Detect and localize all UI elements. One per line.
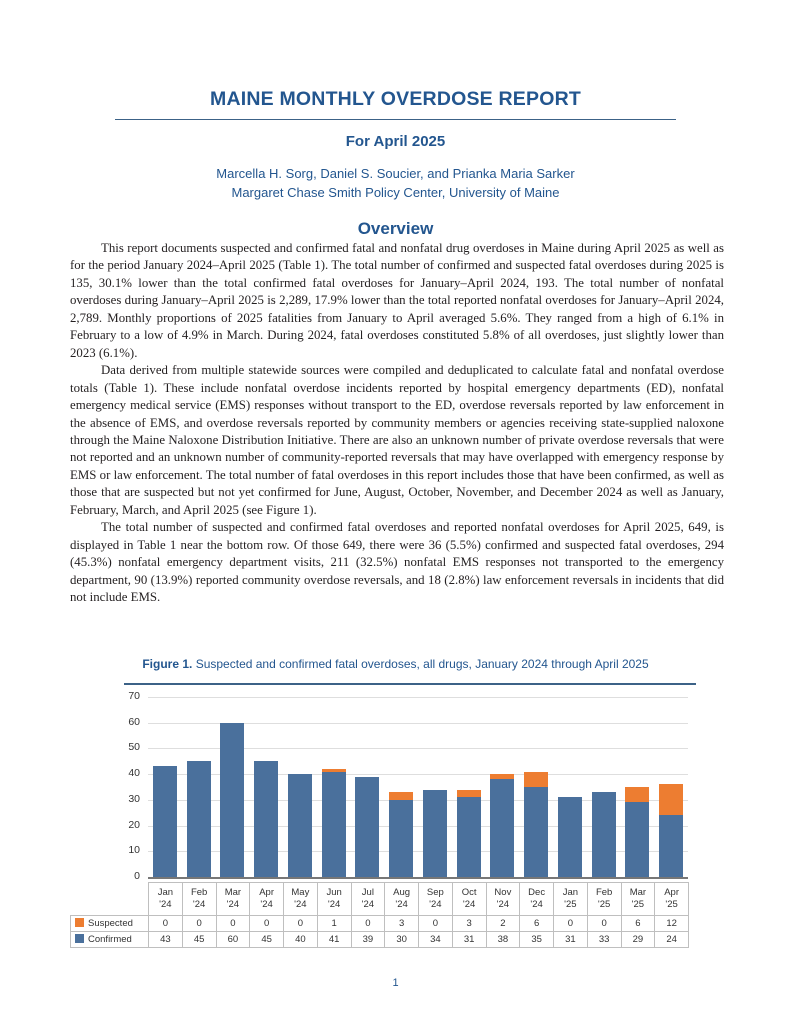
bar-segment-confirmed xyxy=(659,815,683,877)
table-month-header: Jun '24 xyxy=(317,883,351,916)
table-cell: 0 xyxy=(149,916,183,932)
bar-jun--24 xyxy=(322,769,346,877)
y-axis-tick-label: 20 xyxy=(128,818,140,831)
table-cell: 31 xyxy=(554,932,588,948)
table-month-header: Nov '24 xyxy=(486,883,520,916)
table-cell: 0 xyxy=(250,916,284,932)
table-cell: 45 xyxy=(250,932,284,948)
table-month-header: Jul '24 xyxy=(351,883,385,916)
report-title: MAINE MONTHLY OVERDOSE REPORT xyxy=(210,88,581,110)
table-cell: 35 xyxy=(520,932,554,948)
x-axis-baseline xyxy=(148,877,688,879)
figure-caption-text: Suspected and confirmed fatal overdoses, all drugs, January 2024 through April 2025 xyxy=(195,657,649,671)
bar-jan--24 xyxy=(153,766,177,877)
table-cell: 0 xyxy=(554,916,588,932)
stacked-bar-chart xyxy=(100,690,700,885)
table-month-header: Apr '24 xyxy=(250,883,284,916)
bar-jul--24 xyxy=(355,777,379,877)
figure-caption xyxy=(0,657,791,671)
table-month-header: Aug '24 xyxy=(385,883,419,916)
bar-segment-confirmed xyxy=(254,761,278,877)
table-cell: 0 xyxy=(351,916,385,932)
table-month-header: Sep '24 xyxy=(419,883,453,916)
legend-swatch-icon xyxy=(75,934,84,943)
table-cell: 0 xyxy=(182,916,216,932)
table-cell: 40 xyxy=(284,932,318,948)
bar-segment-suspected xyxy=(457,790,481,798)
bar-segment-confirmed xyxy=(355,777,379,877)
table-cell: 12 xyxy=(655,916,689,932)
table-month-header: Oct '24 xyxy=(452,883,486,916)
table-cell: 24 xyxy=(655,932,689,948)
table-cell: 29 xyxy=(621,932,655,948)
figure-label: Figure 1. xyxy=(142,657,193,671)
bar-segment-confirmed xyxy=(288,774,312,877)
table-month-header: Jan '25 xyxy=(554,883,588,916)
table-cell: 60 xyxy=(216,932,250,948)
report-subtitle: For April 2025 xyxy=(345,133,446,150)
page-number: 1 xyxy=(392,977,399,989)
table-cell: 2 xyxy=(486,916,520,932)
table-row-confirmed xyxy=(71,932,689,948)
table-month-header: Feb '25 xyxy=(587,883,621,916)
bar-segment-suspected xyxy=(524,772,548,787)
table-month-header: Mar '25 xyxy=(621,883,655,916)
report-affiliation: Margaret Chase Smith Policy Center, University of Maine xyxy=(231,185,560,200)
table-month-header: Jan '24 xyxy=(149,883,183,916)
table-cell: 33 xyxy=(587,932,621,948)
table-cell: 0 xyxy=(284,916,318,932)
bar-segment-suspected xyxy=(659,784,683,815)
overview-body xyxy=(70,240,724,607)
bar-mar--24 xyxy=(220,723,244,877)
table-month-header: May '24 xyxy=(284,883,318,916)
table-month-header: Apr '25 xyxy=(655,883,689,916)
y-axis-tick-label: 40 xyxy=(128,767,140,780)
overview-paragraph: This report documents suspected and confirmed fatal and nonfatal drug overdoses in Maine during April 2025 as well as for the period January 2024–April 2025 (Table 1). The total number of confirmed and suspected fatal overdoses during 2025 is 135, 30.1% lower than the total confirmed fatal overdoses for January–April 2024, 193. The total number of nonfatal overdoses during January–April 2025 is 2,289, 17.9% lower than the total reported nonfatal overdoses for January–April 2024, 2,789. Monthly proportions of 2025 fatalities from January to April averaged 5.6%. They ranged from a high of 6.1% in February to a low of 4.9% in March. During 2024, fatal overdoses constituted 5.8% of all overdoses, just slightly lower than 2023 (6.1%). xyxy=(70,241,724,360)
table-row-suspected xyxy=(71,916,689,932)
table-cell: 0 xyxy=(216,916,250,932)
table-cell: 0 xyxy=(419,916,453,932)
report-authors: Marcella H. Sorg, Daniel S. Soucier, and Prianka Maria Sarker xyxy=(216,166,575,181)
bar-segment-confirmed xyxy=(187,761,211,877)
bar-segment-suspected xyxy=(625,787,649,802)
table-cell: 39 xyxy=(351,932,385,948)
table-month-header: Feb '24 xyxy=(182,883,216,916)
table-cell: 38 xyxy=(486,932,520,948)
table-cell: 34 xyxy=(419,932,453,948)
table-cell: 41 xyxy=(317,932,351,948)
table-cell: 43 xyxy=(149,932,183,948)
bar-segment-confirmed xyxy=(592,792,616,877)
chart-data-table xyxy=(70,882,689,948)
bar-segment-confirmed xyxy=(558,797,582,877)
bar-segment-confirmed xyxy=(322,772,346,877)
bar-feb--25 xyxy=(592,792,616,877)
table-cell: 30 xyxy=(385,932,419,948)
y-axis-tick-label: 10 xyxy=(128,844,140,857)
table-corner-cell xyxy=(71,883,149,916)
table-header-row xyxy=(71,883,689,916)
figure-divider xyxy=(124,683,696,685)
table-month-header: Dec '24 xyxy=(520,883,554,916)
bar-segment-confirmed xyxy=(423,790,447,877)
gridline xyxy=(148,697,688,698)
table-cell: 3 xyxy=(452,916,486,932)
legend-label-confirmed: Confirmed xyxy=(71,932,149,948)
overview-paragraph: Data derived from multiple statewide sources were compiled and deduplicated to calculate fatal and nonfatal overdose totals (Table 1). These include nonfatal overdose incidents reported by hospital emergency departments (ED), nonfatal emergency medical service (EMS) responses without transport to the ED, overdose reversals reported by law enforcement in the absence of EMS, and overdose reversals reported by community members or agencies receiving state-supplied naloxone through the Maine Naloxone Distribution Initiative. There are also an unknown number of private overdose reversals that were not reported and an unknown number of community-reported reversals that may have overlapped with emergency response by EMS or law enforcement. The total number of fatal overdoses in this report includes those that have been confirmed, as well as those that are suspected but not yet confirmed for June, August, October, November, and December 2024 as well as January, February, March, and April 2025 (see Figure 1). xyxy=(70,363,724,517)
bar-segment-confirmed xyxy=(220,723,244,877)
table-cell: 3 xyxy=(385,916,419,932)
bar-may--24 xyxy=(288,774,312,877)
y-axis-tick-label: 70 xyxy=(128,690,140,702)
bar-apr--25 xyxy=(659,784,683,877)
table-cell: 45 xyxy=(182,932,216,948)
bar-apr--24 xyxy=(254,761,278,877)
bar-segment-confirmed xyxy=(524,787,548,877)
bar-dec--24 xyxy=(524,772,548,877)
bar-nov--24 xyxy=(490,774,514,877)
bar-segment-confirmed xyxy=(389,800,413,877)
y-axis-tick-label: 60 xyxy=(128,715,140,728)
table-cell: 6 xyxy=(520,916,554,932)
title-divider xyxy=(115,119,676,120)
bar-segment-confirmed xyxy=(625,802,649,877)
legend-swatch-icon xyxy=(75,918,84,927)
table-month-header: Mar '24 xyxy=(216,883,250,916)
table-cell: 0 xyxy=(587,916,621,932)
table-cell: 1 xyxy=(317,916,351,932)
bar-mar--25 xyxy=(625,787,649,877)
bar-segment-confirmed xyxy=(490,779,514,877)
bar-oct--24 xyxy=(457,790,481,877)
bar-segment-confirmed xyxy=(153,766,177,877)
table-cell: 6 xyxy=(621,916,655,932)
bar-feb--24 xyxy=(187,761,211,877)
bar-aug--24 xyxy=(389,792,413,877)
bar-sep--24 xyxy=(423,790,447,877)
y-axis-tick-label: 50 xyxy=(128,741,140,754)
overview-paragraph: The total number of suspected and confirmed fatal overdoses and reported nonfatal overdoses for April 2025, 649, is displayed in Table 1 near the bottom row. Of those 649, there were 36 (5.5%) confirmed and suspected fatal overdoses, 294 (45.3%) nonfatal emergency department visits, 211 (32.5%) nonfatal EMS responses not transported to the emergency department, 90 (13.9%) reported community overdose reversals, and 18 (2.8%) law enforcement reversals in incidents that did not include EMS. xyxy=(70,520,724,605)
overview-heading: Overview xyxy=(357,219,434,238)
bar-jan--25 xyxy=(558,797,582,877)
legend-label-suspected: Suspected xyxy=(71,916,149,932)
bar-segment-suspected xyxy=(389,792,413,800)
bar-segment-confirmed xyxy=(457,797,481,877)
y-axis-tick-label: 0 xyxy=(134,870,140,882)
y-axis-tick-label: 30 xyxy=(128,792,140,805)
table-cell: 31 xyxy=(452,932,486,948)
